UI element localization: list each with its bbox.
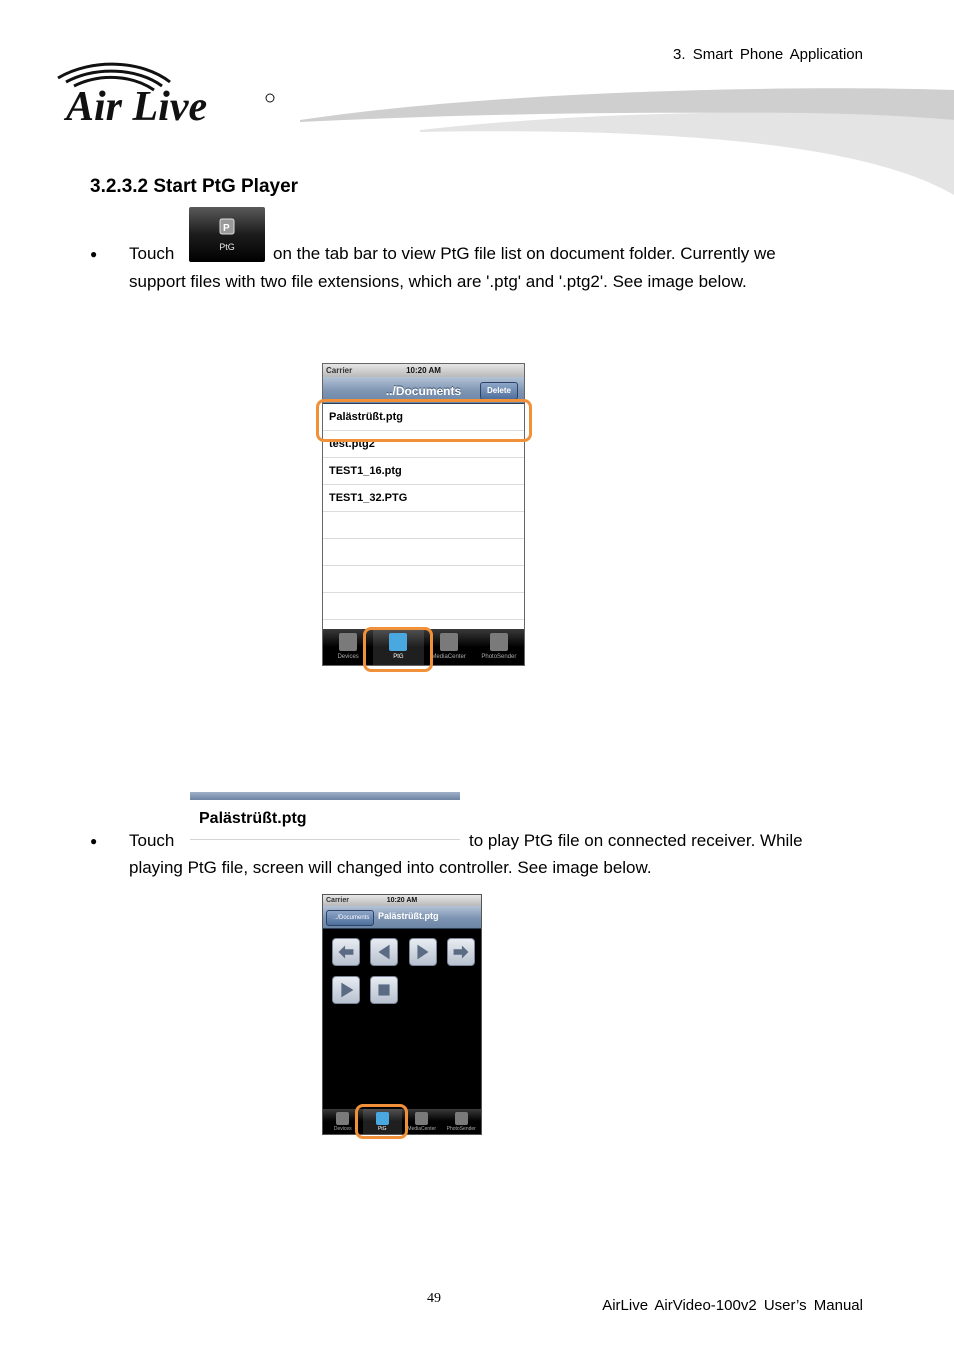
- bullet2-touch: Touch: [129, 831, 175, 850]
- photosender-icon: [490, 633, 508, 651]
- ptg-icon-label: PtG: [219, 242, 235, 252]
- tab-photosender[interactable]: [442, 1109, 482, 1134]
- manual-title: AirLive AirVideo-100v2 User’s Manual: [602, 1297, 863, 1314]
- file-row[interactable]: test.ptg2: [323, 431, 524, 458]
- bullet2-line1: to play PtG file on connected receiver. While: [469, 831, 803, 850]
- mediacenter-icon: [415, 1112, 428, 1125]
- empty-row: [323, 566, 524, 593]
- tab-label: PhotoSender: [481, 654, 517, 660]
- devices-icon: [336, 1112, 349, 1125]
- empty-row: [323, 593, 524, 620]
- play-icon: [333, 977, 359, 1003]
- empty-row: [323, 512, 524, 539]
- header-swoosh: [300, 80, 954, 200]
- previous-button[interactable]: [370, 938, 398, 966]
- file-row[interactable]: TEST1_16.ptg: [323, 458, 524, 485]
- highlight-file-row: [316, 399, 532, 442]
- triangle-left-icon: [371, 939, 397, 965]
- time-label: 10:20 AM: [386, 897, 418, 904]
- highlight-ptg-tab: [355, 1104, 408, 1139]
- photosender-icon: [455, 1112, 468, 1125]
- airlive-logo: [52, 60, 282, 126]
- carrier-label: Carrier: [326, 366, 353, 375]
- tab-label: MediaCenter: [431, 654, 466, 660]
- file-row[interactable]: TEST1_32.PTG: [323, 485, 524, 512]
- ptg-tab-inline-icon: [189, 207, 265, 262]
- inline-file-name: Palästrüßt.ptg: [199, 810, 307, 827]
- arrow-left-icon: [333, 939, 359, 965]
- carrier-label: Carrier: [326, 897, 349, 904]
- time-label: 10:20 AM: [406, 366, 441, 375]
- svg-text:P: P: [223, 223, 230, 234]
- arrow-right-icon: [448, 939, 474, 965]
- file-row[interactable]: Palästrüßt.ptg: [323, 404, 524, 431]
- mediacenter-icon: [440, 633, 458, 651]
- phone-controller-screenshot: [322, 894, 482, 1135]
- section-title: 3.2.3.2 Start PtG Player: [90, 176, 299, 197]
- devices-icon: [339, 633, 357, 651]
- bullet-dot: ●: [90, 834, 98, 848]
- tab-label: MediaCenter: [407, 1126, 437, 1132]
- play-button[interactable]: [332, 976, 360, 1004]
- tab-label: PhotoSender: [446, 1126, 476, 1132]
- tab-photosender[interactable]: [474, 629, 524, 665]
- tab-label: Devices: [333, 1126, 352, 1132]
- highlight-ptg-tab: [363, 627, 433, 672]
- page-number: 49: [427, 1291, 441, 1306]
- tab-label: PtG: [377, 1126, 387, 1132]
- delete-button[interactable]: Delete: [480, 382, 518, 400]
- chapter-header: 3. Smart Phone Application: [673, 46, 863, 63]
- back-button[interactable]: ../Documents: [326, 910, 374, 926]
- nav-title: ../Documents: [385, 384, 462, 398]
- nav-bar: [323, 906, 481, 929]
- stop-button[interactable]: [370, 976, 398, 1004]
- triangle-right-icon: [410, 939, 436, 965]
- empty-row: [323, 539, 524, 566]
- tab-label: Devices: [337, 654, 359, 660]
- bullet2-line2: playing PtG file, screen will changed into controller. See image below.: [129, 858, 652, 877]
- first-slide-button[interactable]: [332, 938, 360, 966]
- stop-icon: [371, 977, 397, 1003]
- svg-text:Air Live: Air Live: [66, 84, 208, 126]
- bullet-dot: ●: [90, 247, 98, 261]
- bullet1-touch: Touch: [129, 244, 175, 263]
- status-bar: [323, 364, 524, 377]
- next-button[interactable]: [409, 938, 437, 966]
- bullet1-line2: support files with two file extensions, which are '.ptg' and '.ptg2'. See image below.: [129, 272, 747, 291]
- tab-label: PtG: [393, 654, 404, 660]
- bullet1-line1: on the tab bar to view PtG file list on document folder. Currently we: [273, 244, 776, 263]
- last-slide-button[interactable]: [447, 938, 475, 966]
- inline-navbar-strip: [190, 792, 460, 800]
- nav-title: Palästrüßt.ptg: [378, 911, 439, 921]
- status-bar: [323, 895, 481, 906]
